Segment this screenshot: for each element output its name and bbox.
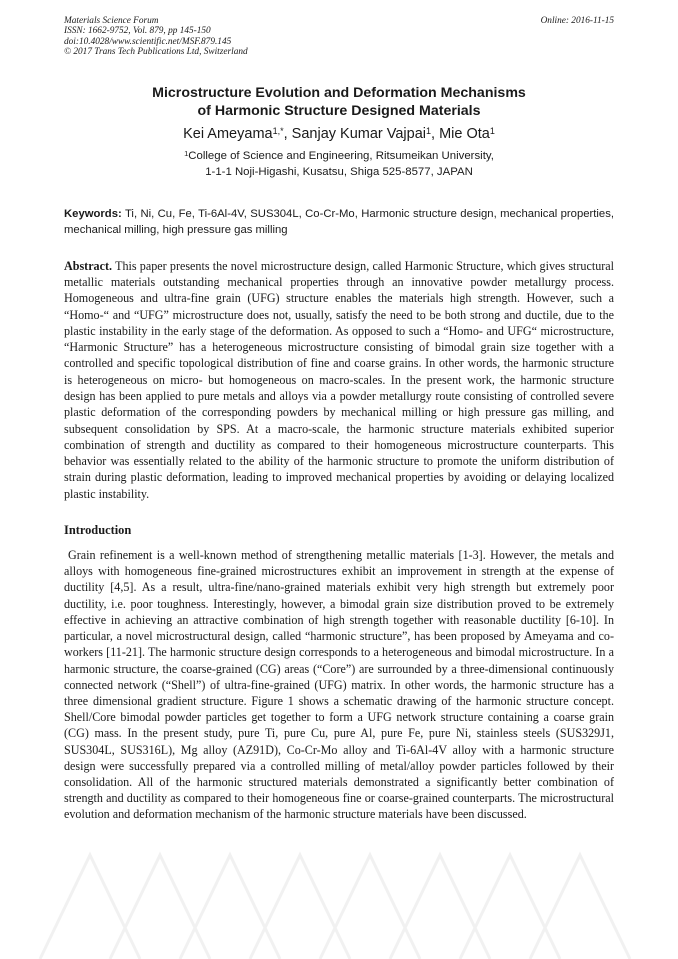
keywords-label: Keywords: — [64, 207, 122, 220]
abstract-text: This paper presents the novel microstructure design, called Harmonic Structure, which gives structural metallic materials outstanding mechanical properties through an innovative powder metallurgy process. Homogeneous and ultra-fine grain (UFG) structure enables the materials high strength. However, such a “Homo-“ and “UFG” microstructure does not, usually, satisfy the need to be both strong and ductile, due to the plastic instability in the early stage of the deformation. As opposed to such a “Homo- and UFG“ microstructure, “Harmonic Structure” has a heterogeneous microstructure consisting of bimodal grain size together with a controlled and specific topological distribution of fine and coarse grains. In other words, the harmonic structure is heterogeneous on micro- but homogeneous on macro-scales. In the present work, the harmonic structure design has been applied to pure metals and alloys via a powder metallurgy route consisting of controlled severe plastic deformation of the corresponding powders by mechanical milling or high pressure gas milling, and subsequent consolidation by SPS. At a macro-scale, the harmonic structure materials exhibited superior combination of strength and ductility as compared to their homogeneous microstructure counterparts. This behavior was essentially related to the ability of the harmonic structure to promote the uniform distribution of strain during plastic deformation, leading to improved mechanical properties by avoiding or delaying localized plastic instability. — [64, 258, 614, 501]
journal-name: Materials Science Forum — [64, 16, 159, 26]
author-name: Mie Ota — [439, 125, 490, 142]
journal-issn: ISSN: 1662-9752, Vol. 879, pp 145-150 — [64, 26, 211, 37]
abstract-label: Abstract. — [64, 258, 113, 273]
affiliation — [64, 148, 614, 180]
author-affiliation-mark: 1,* — [272, 125, 284, 136]
affiliation-line-2: 1-1-1 Noji-Higashi, Kusatsu, Shiga 525-8577, JAPAN — [205, 165, 473, 178]
section-heading-introduction: Introduction — [64, 523, 132, 538]
affiliation-mark: 1 — [184, 148, 189, 158]
journal-copyright: © 2017 Trans Tech Publications Ltd, Switzerland — [64, 47, 248, 58]
author-name: Kei Ameyama — [183, 125, 273, 142]
title-block — [64, 84, 614, 180]
author-list — [64, 124, 614, 144]
introduction-paragraph: Grain refinement is a well-known method of strengthening metallic materials [1-3]. However, the metals and alloys with homogeneous fine-grained microstructures exhibit an improvement in strength at the expense of ductility [4,5]. As a result, ultra-fine/nano-grained materials exhibit very high strength but extremely poor ductility, i.e. poor toughness. Interestingly, however, a bimodal grain size distribution proved to be extremely effective in achieving an attractive combination of high strength together with reasonable ductility [6-10]. In particular, a novel microstructural design, called “harmonic structure”, has been proposed by Ameyama and co-workers [11-21]. The harmonic structure design corresponds to a heterogeneous and bimodal microstructure. In a harmonic structure, the coarse-grained (CG) areas (“Core”) are surrounded by a three-dimensional continuously connected network (“Shell”) of ultra-fine-grained (UFG) matrix. In other words, the harmonic structure has a three dimensional gradient structure. Figure 1 shows a schematic drawing of the harmonic structure concept. Shell/Core bimodal powder particles get together to form a UFG network structure containing a coarse grain (CG) mass. In the present study, pure Ti, pure Cu, pure Al, pure Fe, pure Ni, stainless steels (SUS329J1, SUS304L, SUS316L), Mg alloy (AZ91D), Co-Cr-Mo alloy and Ti-6Al-4V alloy with a harmonic structure design were successfully prepared via a controlled milling of metal/alloy powder particles followed by their consolidation. All of the harmonic structured materials demonstrated a significantly better combination of strength and ductility as compared to their homogeneous fine or coarse-grained counterparts. The microstructural evolution and deformation mechanism of the harmonic structure materials have been discussed. — [64, 548, 614, 822]
author-separator: , — [431, 125, 440, 142]
author-name: Sanjay Kumar Vajpai — [291, 125, 427, 142]
title-line-2: of Harmonic Structure Designed Materials — [197, 102, 481, 119]
author-affiliation-mark: 1 — [489, 125, 495, 136]
abstract — [64, 258, 614, 502]
online-date: Online: 2016-11-15 — [540, 16, 614, 26]
keywords-text: Ti, Ni, Cu, Fe, Ti-6Al-4V, SUS304L, Co-Cr-Mo, Harmonic structure design, mechanical properties, mechanical milling, high pressure gas milling — [64, 207, 614, 236]
author-affiliation-mark: 1 — [426, 125, 432, 136]
title-line-1: Microstructure Evolution and Deformation Mechanisms — [152, 84, 526, 101]
journal-header — [64, 16, 614, 58]
keywords — [64, 206, 614, 238]
affiliation-line-1: $^1$College of Science and Engineering, Ritsumeikan University, — [184, 148, 494, 162]
paper-title — [64, 84, 614, 120]
author-separator: , — [283, 125, 292, 142]
journal-doi: doi:10.4028/www.scientific.net/MSF.879.145 — [64, 36, 232, 47]
